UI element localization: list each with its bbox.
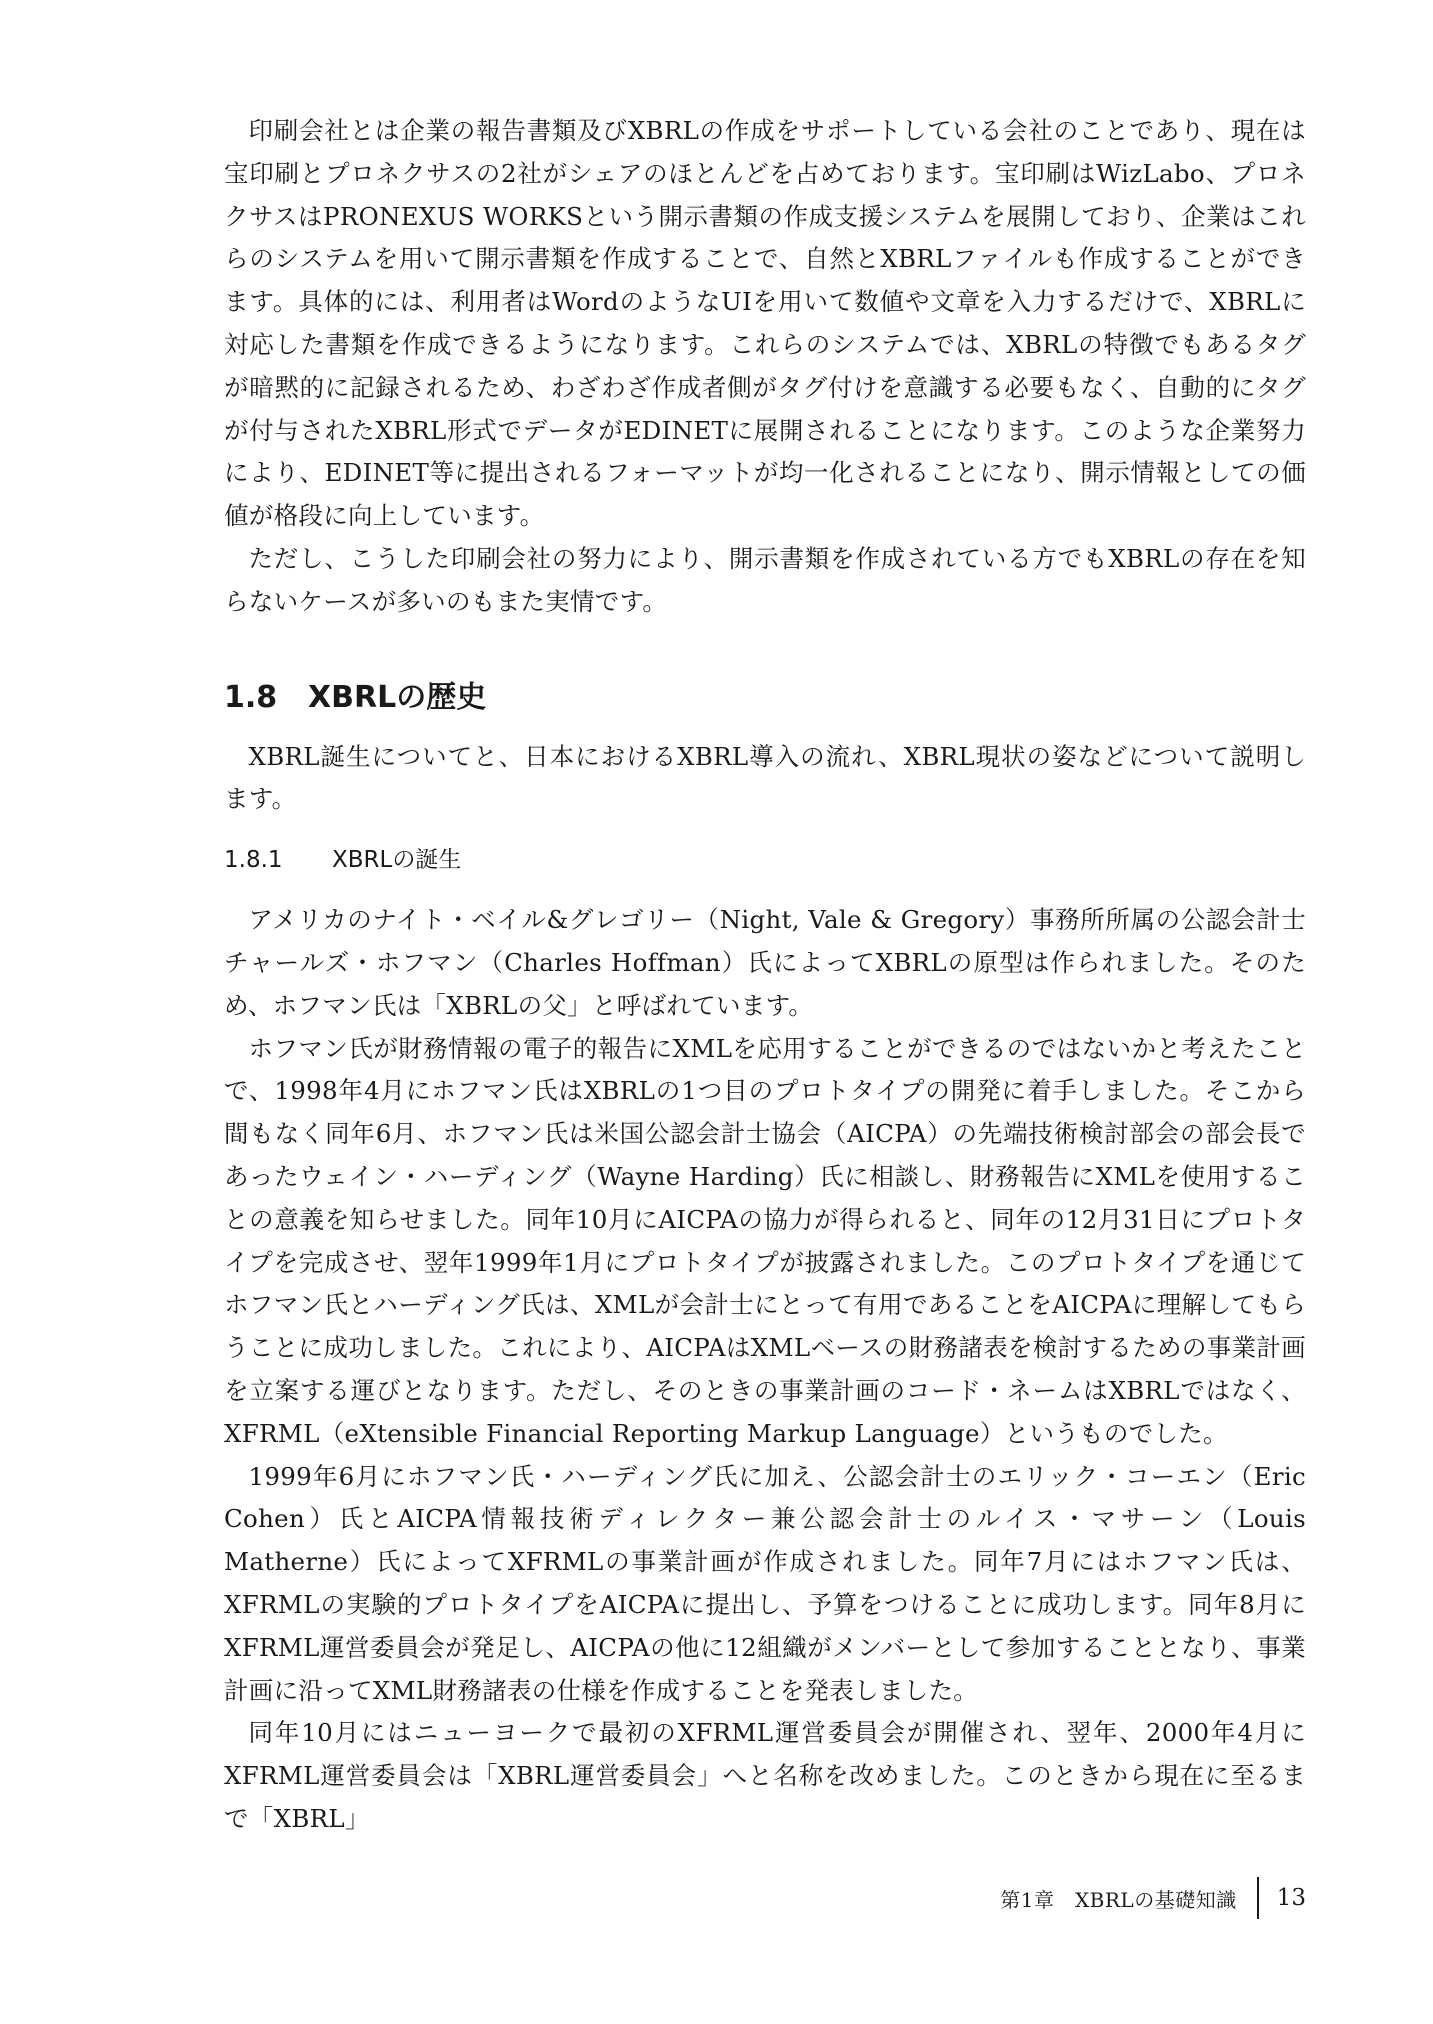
subsection-heading	[224, 843, 1306, 877]
body-paragraph: アメリカのナイト・ベイル&グレゴリー（Night, Vale & Gregory）事務所所属の公認会計士チャールズ・ホフマン（Charles Hoffman）氏によってXBRLの原型は作られました。そのため、ホフマン氏は「XBRLの父」と呼ばれています。	[224, 905, 1306, 1020]
subsection-title: XBRLの誕生	[332, 847, 462, 874]
footer-divider	[1257, 1877, 1259, 1919]
section-intro: XBRL誕生についてと、日本におけるXBRL導入の流れ、XBRL現状の姿などについて説明します。	[224, 741, 1306, 814]
section-heading	[224, 678, 1306, 718]
body-paragraph: ただし、こうした印刷会社の努力により、開示書類を作成されている方でもXBRLの存在を知らないケースが多いのもまた実情です。	[224, 543, 1306, 616]
subsection-number: 1.8.1	[224, 847, 283, 874]
body-paragraph: ホフマン氏が財務情報の電子的報告にXMLを応用することができるのではないかと考えたことで、1998年4月にホフマン氏はXBRLの1つ目のプロトタイプの開発に着手しました。そこから間もなく同年6月、ホフマン氏は米国公認会計士協会（AICPA）の先端技術検討部会の部会長であったウェイン・ハーディング（Wayne Harding）氏に相談し、財務報告にXMLを使用することの意義を知らせました。同年10月にAICPAの協力が得られると、同年の12月31日にプロトタイプを完成させ、翌年1999年1月にプロトタイプが披露されました。このプロトタイプを通じてホフマン氏とハーディング氏は、XMLが会計士にとって有用であることをAICPAに理解してもらうことに成功しました。これにより、AICPAはXMLベースの財務諸表を検討するための事業計画を立案する運びとなります。ただし、そのときの事業計画のコード・ネームはXBRLではなく、XFRML（eXtensible Financial Reporting Markup Language）というものでした。	[224, 1033, 1306, 1448]
running-chapter-title: 第1章 XBRLの基礎知識	[1000, 1887, 1237, 1912]
page-body	[224, 110, 1306, 1841]
subsection-body	[224, 899, 1306, 1841]
section-number: 1.8	[224, 679, 278, 715]
body-paragraph: 1999年6月にホフマン氏・ハーディング氏に加え、公認会計士のエリック・コーエン（Eric Cohen）氏とAICPA情報技術ディレクター兼公認会計士のルイス・マサーン（Louis Matherne）氏によってXFRMLの事業計画が作成されました。同年7月にはホフマン氏は、XFRMLの実験的プロトタイプをAICPAに提出し、予算をつけることに成功します。同年8月にXFRML運営委員会が発足し、AICPAの他に12組織がメンバーとして参加することとなり、事業計画に沿ってXML財務諸表の仕様を作成することを発表しました。	[224, 1461, 1306, 1705]
section-title: XBRLの歴史	[308, 679, 487, 715]
page-footer	[1000, 1878, 1306, 1918]
body-paragraph: 印刷会社とは企業の報告書類及びXBRLの作成をサポートしている会社のことであり、現在は宝印刷とプロネクサスの2社がシェアのほとんどを占めております。宝印刷はWizLabo、プロネクサスはPRONEXUS WORKSという開示書類の作成支援システムを展開しており、企業はこれらのシステムを用いて開示書類を作成することで、自然とXBRLファイルも作成することができます。具体的には、利用者はWordのようなUIを用いて数値や文章を入力するだけで、XBRLに対応した書類を作成できるようになります。これらのシステムでは、XBRLの特徴でもあるタグが暗黙的に記録されるため、わざわざ作成者側がタグ付けを意識する必要もなく、自動的にタグが付与されたXBRL形式でデータがEDINETに展開されることになります。このような企業努力により、EDINET等に提出されるフォーマットが均一化されることになり、開示情報としての価値が格段に向上しています。	[224, 116, 1306, 531]
body-paragraph: 同年10月にはニューヨークで最初のXFRML運営委員会が開催され、翌年、2000年4月にXFRML運営委員会は「XBRL運営委員会」へと名称を改めました。このときから現在に至るまで「XBRL」	[224, 1718, 1306, 1833]
page-number: 13	[1276, 1885, 1306, 1911]
